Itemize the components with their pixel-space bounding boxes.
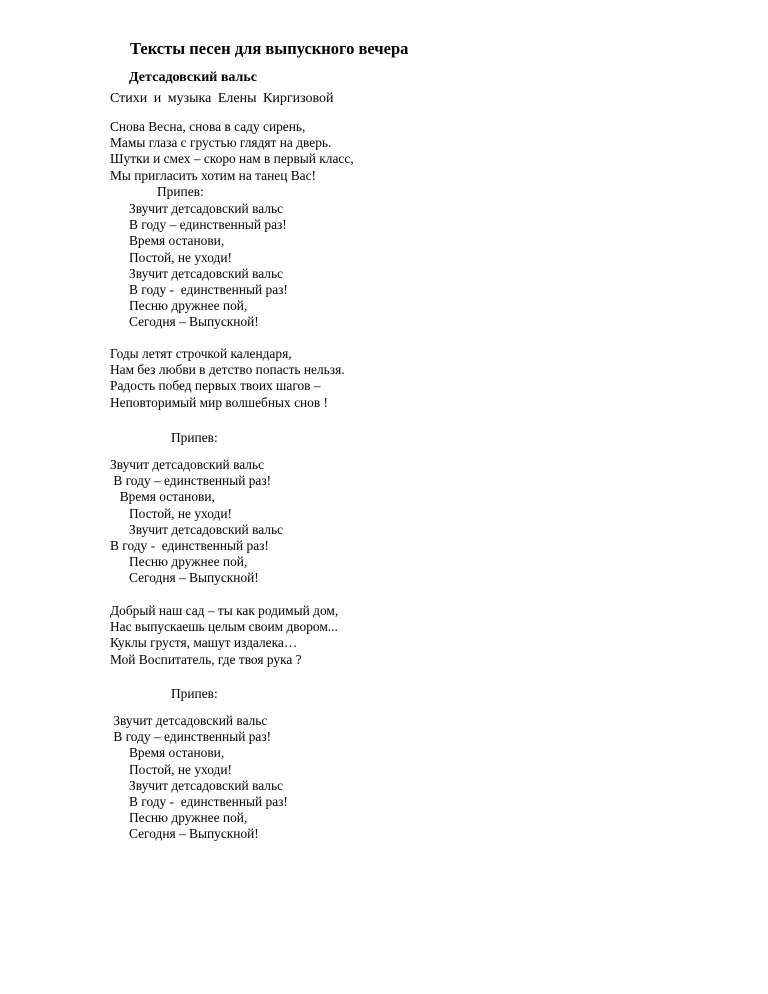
song-author: Стихи и музыка Елены Киргизовой: [110, 91, 334, 106]
verse-3: [0, 603, 768, 668]
chorus-1: [0, 201, 768, 331]
chorus-line: Сегодня – Выпускной!: [129, 570, 259, 586]
chorus-label: Припев:: [171, 430, 218, 445]
chorus-line: Сегодня – Выпускной!: [129, 314, 259, 330]
verse-line: Годы летят строчкой календаря,: [110, 346, 292, 361]
chorus-line: В году - единственный раз!: [129, 793, 288, 809]
chorus-3: [0, 713, 768, 843]
chorus-line: Звучит детсадовский вальс: [129, 521, 284, 537]
verse-line: Мамы глаза с грустью глядят на дверь.: [110, 135, 332, 151]
chorus-line: Сегодня – Выпускной!: [129, 826, 259, 842]
song-title: Детсадовский вальс: [129, 70, 257, 85]
verse-line: Шутки и смех – скоро нам в первый класс,: [110, 151, 354, 167]
chorus-line: Звучит детсадовский вальс: [129, 777, 284, 793]
chorus-line: В году – единственный раз!: [110, 473, 272, 489]
chorus-line: Песню дружнее пой,: [129, 810, 248, 826]
verse-line: Радость побед первых твоих шагов –: [110, 378, 321, 394]
chorus-line: Время останови,: [129, 745, 225, 761]
chorus-label: Припев:: [171, 686, 218, 701]
chorus-line: Песню дружнее пой,: [129, 554, 248, 570]
chorus-line: Время останови,: [113, 489, 215, 505]
chorus-line: В году - единственный раз!: [129, 281, 288, 297]
verse-line: Куклы грустя, машут издалека…: [110, 635, 298, 651]
verse-line: Мы пригласить хотим на танец Вас!: [110, 167, 316, 183]
verse-1: [0, 119, 768, 184]
verse-line: Мой Воспитатель, где твоя рука ?: [110, 651, 302, 667]
chorus-line: Звучит детсадовский вальс: [129, 265, 284, 281]
verse-line: Нам без любви в детство попасть нельзя.: [110, 362, 345, 378]
chorus-line: В году - единственный раз!: [110, 537, 269, 553]
verse-2: [0, 346, 768, 411]
chorus-2: [0, 457, 768, 587]
chorus-line: Звучит детсадовский вальс: [129, 201, 284, 216]
chorus-line: Постой, не уходи!: [129, 761, 232, 777]
chorus-line: В году – единственный раз!: [110, 729, 272, 745]
chorus-line: Звучит детсадовский вальс: [110, 457, 265, 472]
page-title: Тексты песен для выпускного вечера: [130, 39, 409, 58]
chorus-line: В году – единственный раз!: [129, 217, 287, 233]
verse-line: Снова Весна, снова в саду сирень,: [110, 119, 306, 134]
chorus-line: Постой, не уходи!: [129, 249, 232, 265]
chorus-label: Припев:: [157, 184, 204, 199]
chorus-line: Время останови,: [129, 233, 225, 249]
verse-line: Нас выпускаешь целым своим двором...: [110, 619, 338, 635]
verse-line: Добрый наш сад – ты как родимый дом,: [110, 603, 339, 618]
chorus-line: Песню дружнее пой,: [129, 298, 248, 314]
verse-line: Неповторимый мир волшебных снов !: [110, 394, 329, 410]
chorus-line: Звучит детсадовский вальс: [110, 713, 268, 728]
chorus-line: Постой, не уходи!: [129, 505, 232, 521]
